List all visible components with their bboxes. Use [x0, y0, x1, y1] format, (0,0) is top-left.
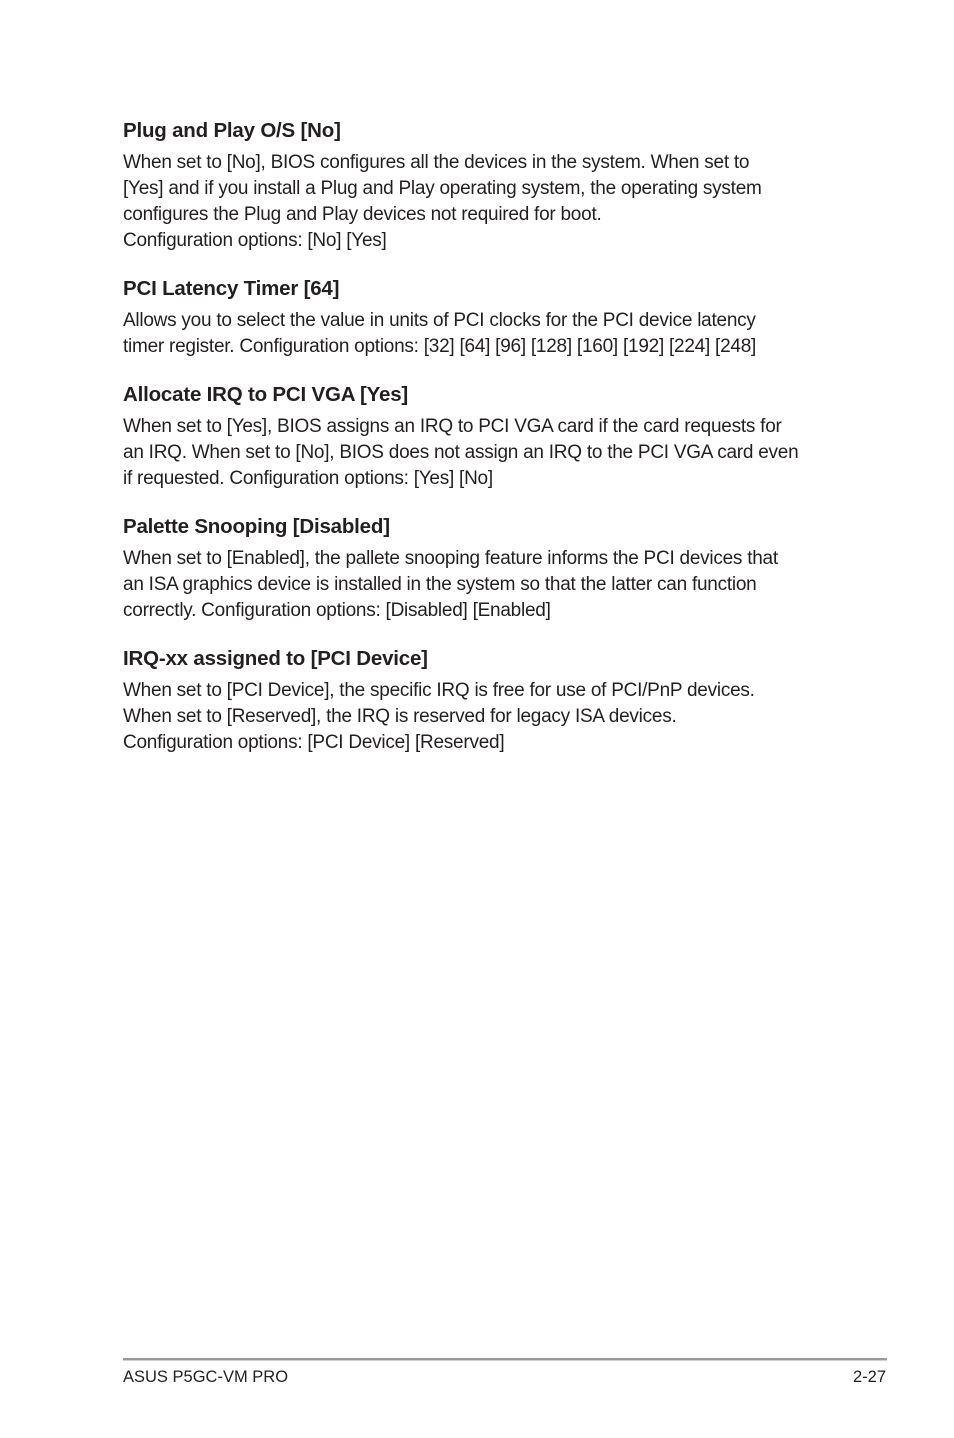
footer-page-number: 2-27: [852, 1368, 886, 1386]
section-heading: Palette Snooping [Disabled]: [123, 515, 390, 538]
section-allocate-irq-vga: [123, 382, 843, 492]
section-description: [123, 678, 843, 756]
description-line: When set to [Reserved], the IRQ is reserved for legacy ISA devices.: [123, 706, 677, 727]
description-line: When set to [Yes], BIOS assigns an IRQ to PCI VGA card if the card requests for: [123, 416, 782, 437]
document-body: [123, 118, 843, 756]
section-heading: Plug and Play O/S [No]: [123, 119, 341, 142]
section-plug-and-play: [123, 118, 843, 254]
description-line: Allows you to select the value in units of PCI clocks for the PCI device latency: [123, 310, 756, 331]
description-line: Configuration options: [No] [Yes]: [123, 230, 387, 251]
description-line: When set to [No], BIOS configures all the devices in the system. When set to: [123, 152, 750, 173]
section-description: [123, 414, 843, 492]
section-description: [123, 150, 843, 254]
description-line: When set to [Enabled], the pallete snooping feature informs the PCI devices that: [123, 548, 778, 569]
section-heading: Allocate IRQ to PCI VGA [Yes]: [123, 383, 409, 406]
footer-product-name: ASUS P5GC-VM PRO: [123, 1368, 289, 1386]
description-line: an IRQ. When set to [No], BIOS does not assign an IRQ to the PCI VGA card even: [123, 442, 799, 463]
section-heading: PCI Latency Timer [64]: [123, 277, 340, 300]
section-irq-assigned: [123, 646, 843, 756]
section-heading: IRQ-xx assigned to [PCI Device]: [123, 647, 428, 670]
description-line: Configuration options: [PCI Device] [Reserved]: [123, 732, 505, 753]
section-palette-snooping: [123, 514, 843, 624]
description-line: configures the Plug and Play devices not required for boot.: [123, 204, 602, 225]
description-line: [Yes] and if you install a Plug and Play operating system, the operating system: [123, 178, 762, 199]
description-line: timer register. Configuration options: [32] [64] [96] [128] [160] [192] [224] [248]: [123, 336, 757, 357]
footer-divider: [123, 1358, 887, 1361]
description-line: if requested. Configuration options: [Yes] [No]: [123, 468, 493, 489]
section-pci-latency-timer: [123, 276, 843, 360]
section-description: [123, 546, 843, 624]
description-line: correctly. Configuration options: [Disabled] [Enabled]: [123, 600, 551, 621]
section-description: [123, 308, 843, 360]
description-line: an ISA graphics device is installed in the system so that the latter can function: [123, 574, 757, 595]
description-line: When set to [PCI Device], the specific IRQ is free for use of PCI/PnP devices.: [123, 680, 755, 701]
